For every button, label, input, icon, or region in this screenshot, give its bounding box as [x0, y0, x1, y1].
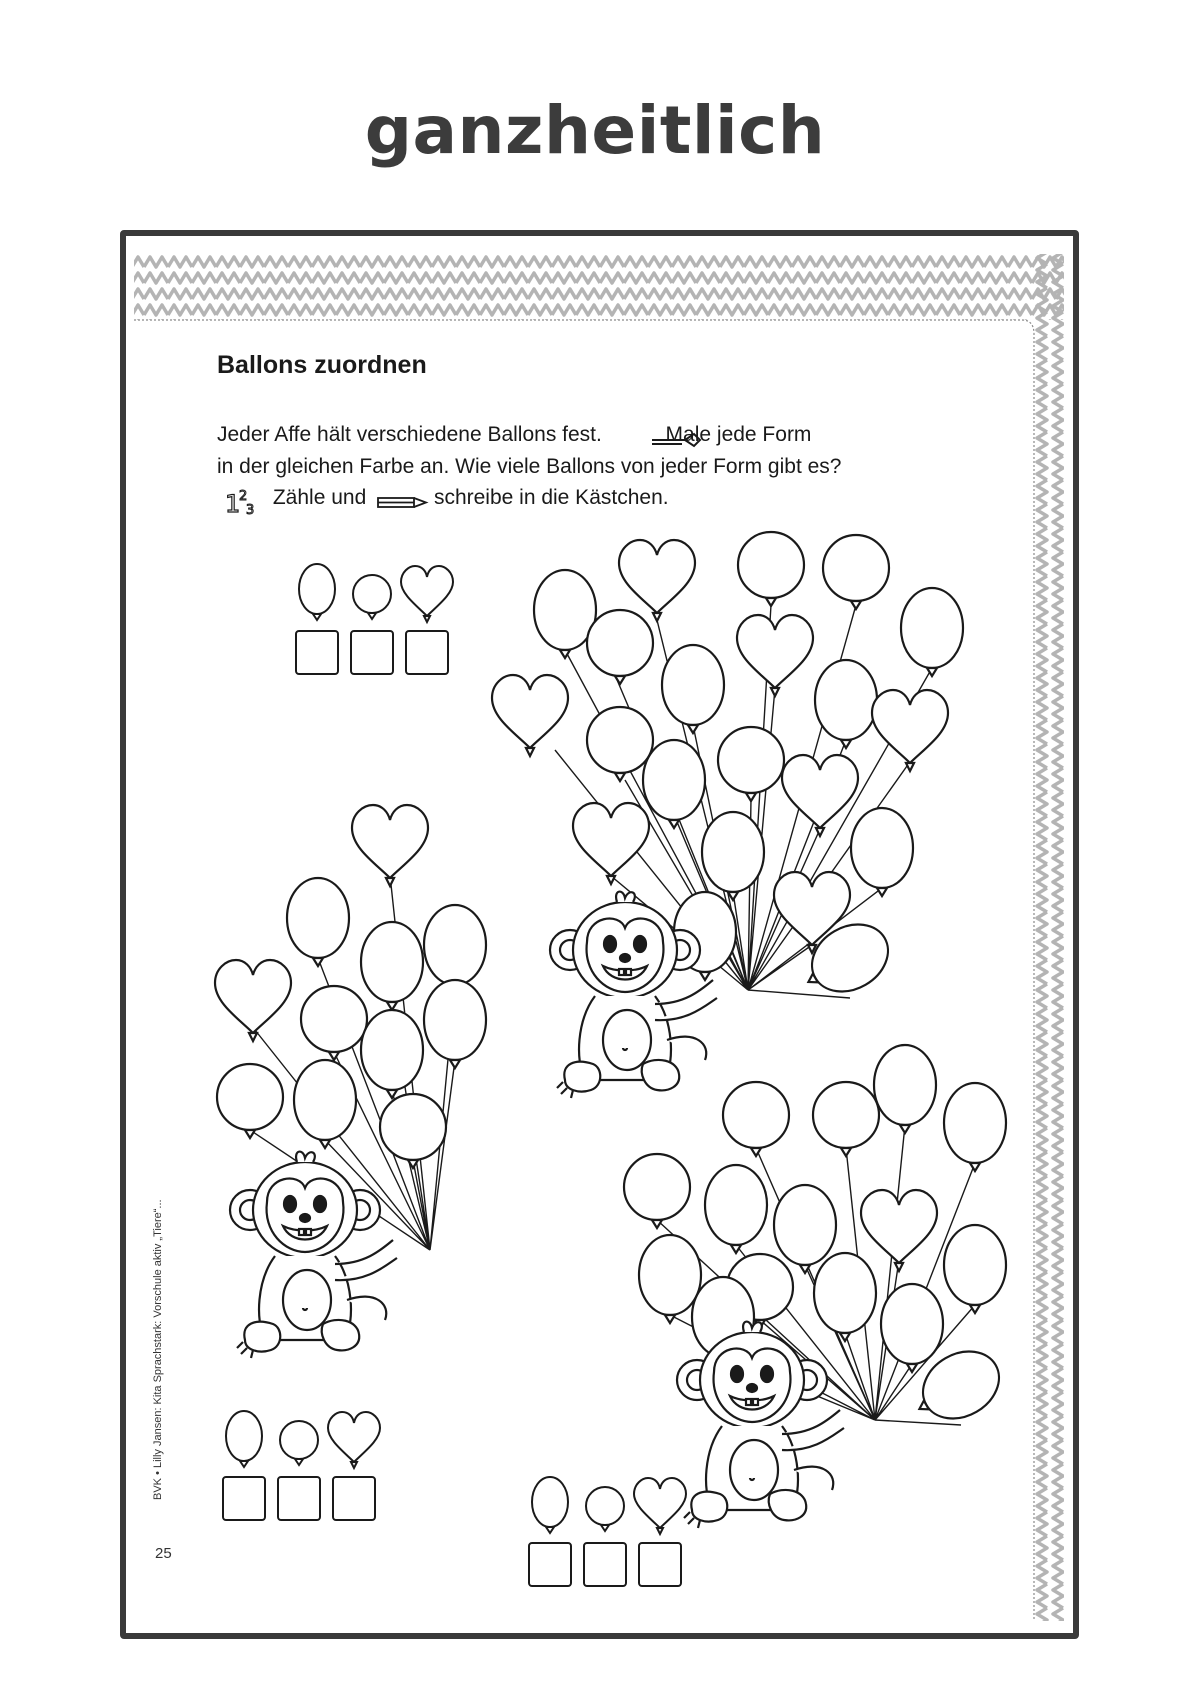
svg-text:2: 2 [239, 489, 248, 504]
instruction-line-3 [217, 486, 669, 510]
svg-text:1: 1 [225, 490, 241, 518]
footer-credit: BVK • Lilly Jansen: Kita Sprachstark: Vorschule aktiv „Tiere“... [152, 1199, 164, 1500]
count-box [351, 631, 393, 674]
monkey-illustration [230, 1152, 397, 1358]
count-legend-bottom [529, 1477, 686, 1586]
count-box [296, 631, 338, 674]
instruction-text: schreibe in die Kästchen. [433, 486, 669, 509]
instruction-text: Male jede Form [665, 423, 812, 446]
count-box [278, 1477, 320, 1520]
count-legend-top [296, 564, 453, 674]
instruction-text: Zähle und [272, 486, 367, 509]
count-box [584, 1543, 626, 1586]
instruction-line-2: in der gleichen Farbe an. Wie viele Ballons von jeder Form gibt es? [217, 455, 842, 478]
count-box [223, 1477, 265, 1520]
count-box [639, 1543, 681, 1586]
count-box [529, 1543, 571, 1586]
worksheet-title: Ballons zuordnen [217, 351, 427, 379]
page-number: 25 [155, 1545, 172, 1562]
instruction-text: Jeder Affe hält verschiedene Ballons fest. [217, 423, 602, 446]
count-legend-left [223, 1411, 380, 1520]
page-header-title: ganzheitlich [364, 92, 826, 169]
count-box [406, 631, 448, 674]
instruction-line-1 [217, 423, 811, 447]
balloons-left-cluster [215, 805, 486, 1168]
monkey-illustration [677, 1322, 844, 1528]
count-box [333, 1477, 375, 1520]
svg-text:3: 3 [246, 503, 255, 518]
